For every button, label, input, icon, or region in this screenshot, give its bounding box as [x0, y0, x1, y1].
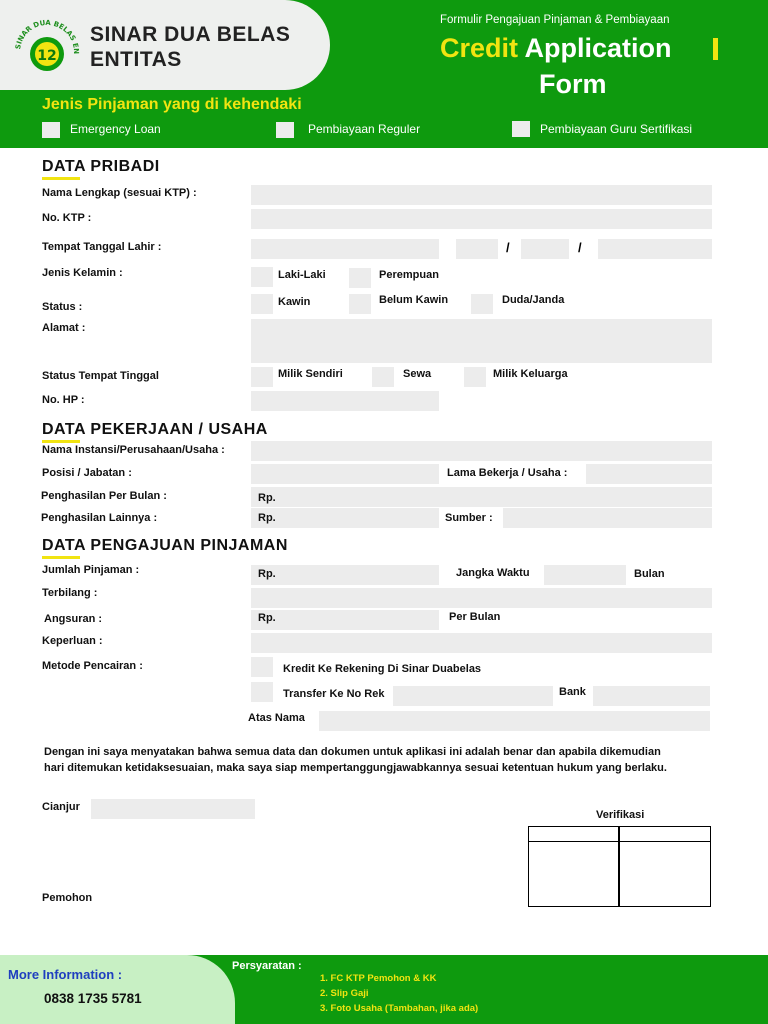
contact-phone: 0838 1735 5781 [44, 991, 142, 1006]
signature-place: Cianjur [42, 801, 80, 813]
verification-label: Verifikasi [596, 809, 645, 821]
checkbox-milik-sendiri[interactable] [251, 367, 273, 387]
installment-currency: Rp. [258, 612, 276, 624]
input-birth-place[interactable] [251, 239, 439, 259]
term-unit: Bulan [634, 568, 665, 580]
section-loan-heading: DATA PENGAJUAN PINJAMAN [42, 537, 288, 554]
label-company: Nama Instansi/Perusahaan/Usaha : [42, 444, 225, 456]
option-belum-kawin: Belum Kawin [379, 294, 449, 306]
loan-amount-currency: Rp. [258, 568, 276, 580]
checkbox-emergency-loan[interactable] [42, 122, 60, 138]
option-credit-account: Kredit Ke Rekening Di Sinar Duabelas [283, 663, 482, 675]
checkbox-male[interactable] [251, 267, 273, 287]
option-emergency-loan: Emergency Loan [70, 122, 161, 136]
input-address[interactable] [251, 319, 712, 363]
option-duda-janda: Duda/Janda [502, 294, 565, 306]
label-source: Sumber : [445, 512, 493, 524]
label-gender: Jenis Kelamin : [42, 267, 123, 279]
label-income: Penghasilan Per Bulan : [41, 490, 167, 502]
company-logo [12, 18, 82, 78]
label-disbursement: Metode Pencairan : [42, 660, 143, 672]
label-tenure: Lama Bekerja / Usaha : [447, 467, 568, 479]
input-company[interactable] [251, 441, 712, 461]
svg-text:12: 12 [37, 48, 57, 64]
checkbox-sewa[interactable] [372, 367, 394, 387]
option-female: Perempuan [379, 269, 439, 281]
title-word-credit: Credit [440, 33, 519, 63]
label-installment: Angsuran : [44, 613, 103, 625]
label-account-name: Atas Nama [248, 712, 305, 724]
checkbox-reguler[interactable] [276, 122, 294, 138]
input-income[interactable] [251, 487, 712, 507]
input-installment[interactable] [251, 610, 439, 630]
input-position[interactable] [251, 464, 439, 484]
label-address: Alamat : [42, 322, 86, 334]
option-milik-sendiri: Milik Sendiri [278, 368, 343, 380]
title-word-application: Application [524, 33, 672, 63]
input-birth-month[interactable] [521, 239, 569, 259]
input-tenure[interactable] [586, 464, 712, 484]
input-full-name[interactable] [251, 185, 712, 205]
option-transfer: Transfer Ke No Rek [283, 688, 385, 700]
section-personal-underline [42, 177, 80, 180]
declaration-line2: hari ditemukan ketidaksesuaian, maka saya siap mempertanggungjawabkannya sesuai ketentuan hukum yang berlaku. [44, 762, 667, 774]
more-info-label: More Information : [8, 967, 123, 982]
label-purpose: Keperluan : [42, 635, 103, 647]
input-ktp[interactable] [251, 209, 712, 229]
label-full-name: Nama Lengkap (sesuai KTP) : [42, 187, 197, 199]
input-birth-day[interactable] [456, 239, 498, 259]
requirement-item: 1. FC KTP Pemohon & KK [320, 973, 437, 984]
date-separator-2: / [578, 240, 582, 255]
checkbox-transfer[interactable] [251, 682, 273, 702]
input-birth-year[interactable] [598, 239, 712, 259]
checkbox-duda-janda[interactable] [471, 294, 493, 314]
requirements-label: Persyaratan : [232, 960, 302, 972]
svg-text:SINAR DUA BELAS ENTITAS: SINAR DUA BELAS EN [14, 18, 81, 55]
input-phone[interactable] [251, 391, 439, 411]
section-loan-underline [42, 556, 80, 559]
option-sewa: Sewa [403, 368, 432, 380]
verification-box [528, 826, 711, 907]
label-birth: Tempat Tanggal Lahir : [42, 241, 162, 253]
label-other-income: Penghasilan Lainnya : [41, 512, 158, 524]
option-reguler: Pembiayaan Reguler [308, 122, 421, 136]
input-purpose[interactable] [251, 633, 712, 653]
input-loan-amount[interactable] [251, 565, 439, 585]
checkbox-milik-keluarga[interactable] [464, 367, 486, 387]
form-title [440, 32, 672, 64]
section-employment-heading: DATA PEKERJAAN / USAHA [42, 421, 268, 438]
checkbox-guru-sertifikasi[interactable] [512, 121, 530, 137]
checkbox-credit-account[interactable] [251, 657, 273, 677]
verification-divider [618, 827, 620, 906]
label-term: Jangka Waktu [456, 567, 530, 579]
checkbox-female[interactable] [349, 268, 371, 288]
input-account-name[interactable] [319, 711, 710, 731]
input-account-number[interactable] [393, 686, 553, 706]
declaration-text [44, 744, 667, 776]
checkbox-belum-kawin[interactable] [349, 294, 371, 314]
date-separator-1: / [506, 240, 510, 255]
declaration-line1: Dengan ini saya menyatakan bahwa semua data dan dokumen untuk aplikasi ini adalah benar dan apabila dikemudian [44, 746, 661, 758]
label-position: Posisi / Jabatan : [42, 467, 132, 479]
company-name [90, 22, 290, 72]
company-name-line1: SINAR DUA BELAS [90, 23, 291, 46]
label-spelled: Terbilang : [42, 587, 98, 599]
requirements-list [320, 971, 478, 1016]
section-employment-underline [42, 440, 80, 443]
footer-info-panel [0, 955, 235, 1024]
requirement-item: 2. Slip Gaji [320, 988, 369, 999]
option-kawin: Kawin [278, 296, 311, 308]
input-signature-date[interactable] [91, 799, 255, 819]
requirement-item: 3. Foto Usaha (Tambahan, jika ada) [320, 1003, 479, 1014]
label-bank: Bank [559, 686, 586, 698]
other-income-currency: Rp. [258, 512, 276, 524]
label-loan-amount: Jumlah Pinjaman : [42, 564, 140, 576]
income-currency: Rp. [258, 492, 276, 504]
section-personal-heading: DATA PRIBADI [42, 158, 160, 175]
input-spelled[interactable] [251, 588, 712, 608]
input-term[interactable] [544, 565, 626, 585]
company-name-line2: ENTITAS [90, 48, 182, 71]
input-bank[interactable] [593, 686, 710, 706]
checkbox-kawin[interactable] [251, 294, 273, 314]
input-source[interactable] [503, 508, 712, 528]
input-other-income[interactable] [251, 508, 439, 528]
label-status: Status : [42, 301, 83, 313]
option-male: Laki-Laki [278, 269, 326, 281]
option-milik-keluarga: Milik Keluarga [493, 368, 568, 380]
loan-type-heading: Jenis Pinjaman yang di kehendaki [42, 96, 302, 113]
title-accent-bar [713, 38, 718, 60]
per-month: Per Bulan [449, 611, 501, 623]
label-ktp: No. KTP : [42, 212, 92, 224]
title-word-form: Form [539, 69, 607, 99]
form-subtitle: Formulir Pengajuan Pinjaman & Pembiayaan [440, 14, 670, 26]
label-phone: No. HP : [42, 394, 85, 406]
option-guru-sertifikasi: Pembiayaan Guru Sertifikasi [540, 122, 693, 136]
label-residence: Status Tempat Tinggal [42, 370, 159, 382]
applicant-label: Pemohon [42, 892, 93, 904]
